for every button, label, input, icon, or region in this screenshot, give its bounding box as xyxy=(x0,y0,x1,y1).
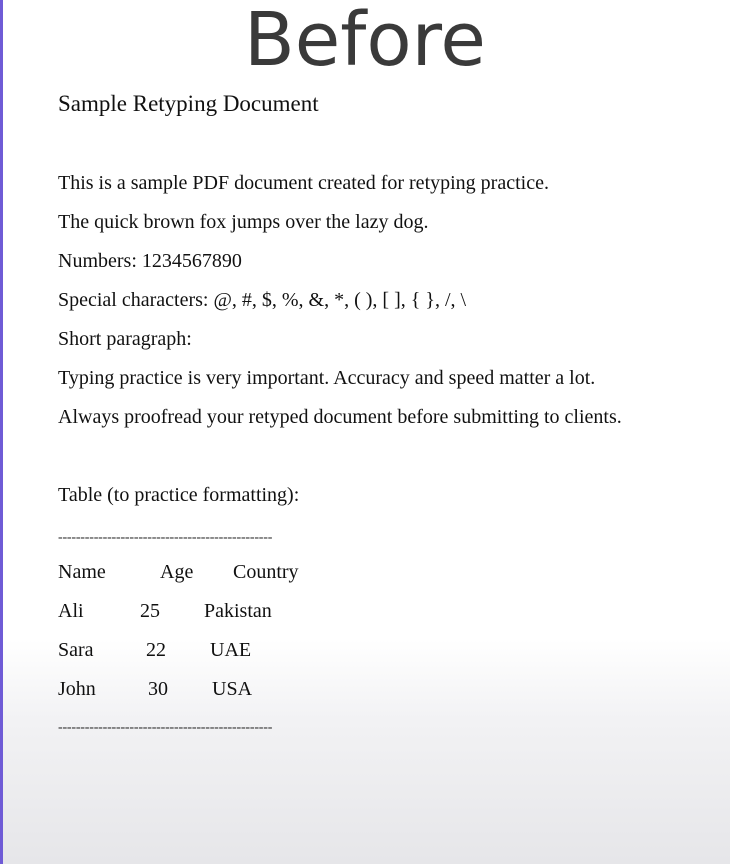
table-cell: Ali xyxy=(58,600,84,622)
table-cell: 30 xyxy=(148,678,168,700)
document-line: The quick brown fox jumps over the lazy dog. xyxy=(58,211,429,233)
table-cell: Pakistan xyxy=(204,600,272,622)
header-title: Before xyxy=(244,0,486,83)
table-divider-bottom: ------------------------------------------------ xyxy=(58,720,273,735)
table-header-cell: Country xyxy=(233,561,299,583)
table-cell: Sara xyxy=(58,639,94,661)
table-header-cell: Name xyxy=(58,561,106,583)
table-caption: Table (to practice formatting): xyxy=(58,484,300,506)
document-line: Typing practice is very important. Accuracy and speed matter a lot. xyxy=(58,367,596,389)
table-cell: John xyxy=(58,678,96,700)
table-header-cell: Age xyxy=(160,561,194,583)
window-left-edge xyxy=(0,0,3,864)
document-line: Numbers: 1234567890 xyxy=(58,250,242,272)
table-divider-top: ------------------------------------------------ xyxy=(58,530,273,545)
table-cell: 25 xyxy=(140,600,160,622)
document-line: This is a sample PDF document created for retyping practice. xyxy=(58,172,549,194)
document-line: Special characters: @, #, $, %, &, *, ( ), [ ], { }, /, \ xyxy=(58,289,467,311)
table-cell: 22 xyxy=(146,639,166,661)
table-cell: USA xyxy=(212,678,253,700)
table-cell: UAE xyxy=(210,639,252,661)
document-title: Sample Retyping Document xyxy=(58,91,319,116)
document-line: Always proofread your retyped document before submitting to clients. xyxy=(58,406,622,428)
document-line: Short paragraph: xyxy=(58,328,192,350)
